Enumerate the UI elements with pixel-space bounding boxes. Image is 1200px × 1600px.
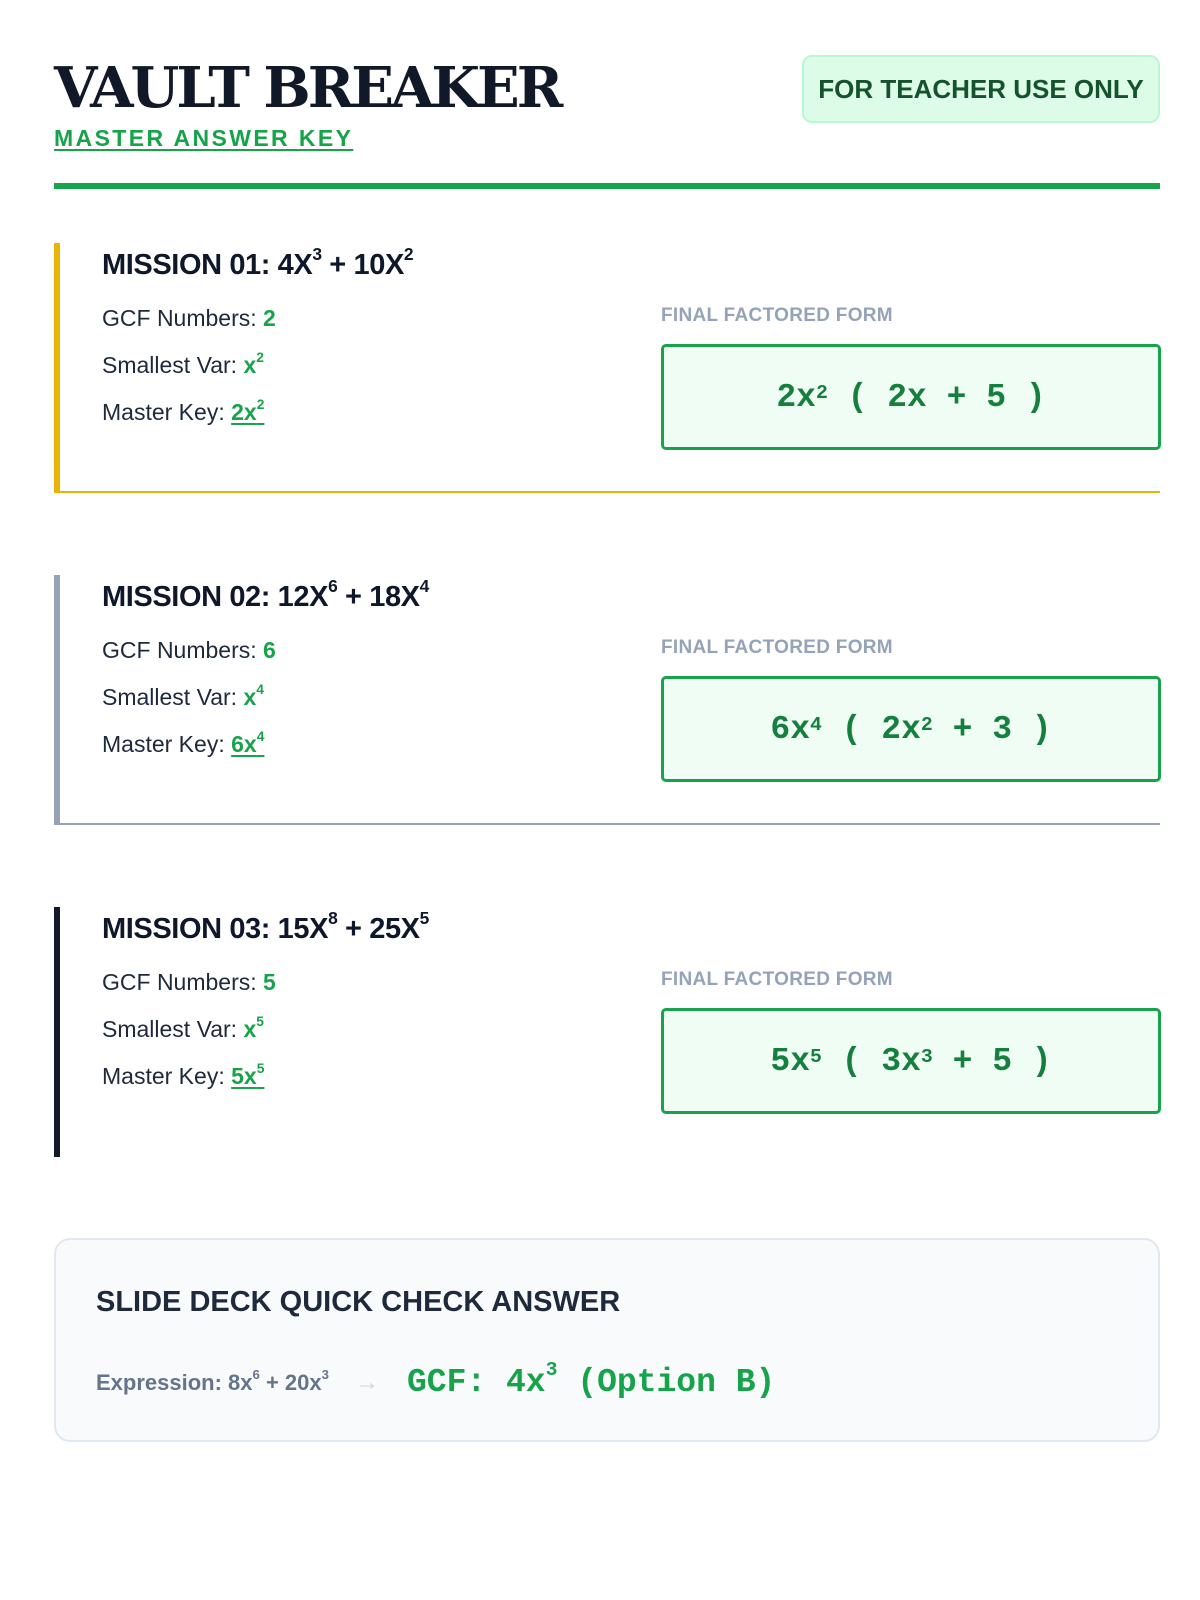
teacher-only-badge: FOR TEACHER USE ONLY: [802, 55, 1160, 123]
quick-check-expression: Expression: $8x^6 + 20x^3$: [96, 1366, 329, 1395]
final-factored-form: 5x $^5$ ( 3x $^3$ + 5 ): [661, 1008, 1161, 1114]
gcf-numbers-row: GCF Numbers: 2: [102, 305, 276, 331]
page-title: VAULT BREAKER: [54, 55, 561, 121]
master-key-row: Master Key: $5x^5$: [102, 1060, 265, 1089]
master-key-row: Master Key: $2x^2$: [102, 396, 265, 425]
master-key-row: Master Key: $6x^4$: [102, 728, 265, 757]
final-form-label: FINAL FACTORED FORM: [661, 637, 893, 658]
page-subtitle: MASTER ANSWER KEY: [54, 125, 354, 151]
gcf-numbers-value: 5: [263, 969, 276, 995]
master-key-value: $5x^5$: [231, 1060, 265, 1089]
quick-check-title: SLIDE DECK QUICK CHECK ANSWER: [96, 1286, 621, 1318]
smallest-var-row: Smallest Var: $x^2$: [102, 349, 264, 378]
gcf-numbers-row: GCF Numbers: 5: [102, 969, 276, 995]
final-factored-form: 6x $^4$ ( 2x $^2$ + 3 ): [661, 676, 1161, 782]
smallest-var-value: $x^2$: [243, 349, 264, 378]
quick-check-answer: GCF: $4x^3$ (Option B): [406, 1359, 776, 1401]
mission-card-01: [54, 243, 1160, 493]
smallest-var-value: $x^5$: [243, 1013, 264, 1042]
smallest-var-row: Smallest Var: $x^5$: [102, 1013, 264, 1042]
final-factored-form: 2x $^2$ ( 2x + 5 ): [661, 344, 1161, 450]
mission-card-02: [54, 575, 1160, 825]
mission-facts: [102, 635, 276, 776]
mission-card-03: [54, 907, 1160, 1157]
page-header: [54, 0, 1160, 192]
smallest-var-value: $x^4$: [243, 681, 264, 710]
quick-check-row: [96, 1359, 776, 1401]
mission-facts: [102, 967, 276, 1108]
arrow-right-icon: →: [354, 1368, 379, 1396]
gcf-numbers-value: 6: [263, 637, 276, 663]
gcf-numbers-value: 2: [263, 305, 276, 331]
master-key-value: $2x^2$: [231, 396, 265, 425]
quick-check-panel: [54, 1238, 1160, 1442]
mission-title: MISSION 01: $4X^3 + 10X^2$: [102, 243, 414, 281]
final-form-label: FINAL FACTORED FORM: [661, 969, 893, 990]
gcf-numbers-row: GCF Numbers: 6: [102, 637, 276, 663]
mission-title: MISSION 03: $15X^8 + 25X^5$: [102, 907, 429, 945]
final-form-label: FINAL FACTORED FORM: [661, 305, 893, 326]
mission-title: MISSION 02: $12X^6 + 18X^4$: [102, 575, 429, 613]
answer-key-page: [54, 0, 1160, 1401]
mission-facts: [102, 303, 276, 444]
master-key-value: $6x^4$: [231, 728, 265, 757]
smallest-var-row: Smallest Var: $x^4$: [102, 681, 264, 710]
header-divider: [54, 183, 1160, 189]
